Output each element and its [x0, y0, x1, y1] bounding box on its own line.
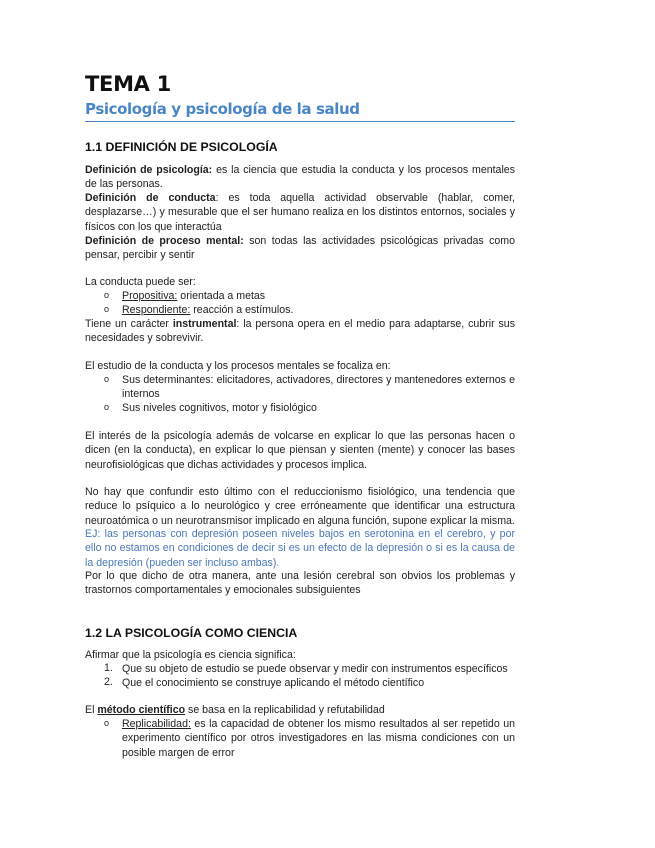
page-subtitle: Psicología y psicología de la salud: [85, 100, 515, 122]
term-respondiente: Respondiente:: [122, 304, 191, 316]
list-item-replicabilidad: [122, 717, 515, 760]
page-title: TEMA 1: [85, 72, 171, 96]
list-item-determinantes: Sus determinantes: elicitadores, activadores, directores y mantenedores externos e internos: [122, 374, 515, 401]
list-item-respondiente: [122, 303, 515, 317]
section-heading-ciencia: 1.2 LA PSICOLOGÍA COMO CIENCIA: [85, 626, 298, 640]
list-item-niveles: Sus niveles cognitivos, motor y fisiológico: [122, 402, 317, 414]
section-heading-definicion: 1.1 DEFINICIÓN DE PSICOLOGÍA: [85, 140, 278, 154]
list-number: 1.: [104, 662, 113, 674]
bullet-icon: o: [104, 304, 110, 314]
text-def-proceso: son todas las actividades psicológicas privadas como pensar, percibir y sentir: [85, 235, 515, 262]
term-replicabilidad: Replicabilidad:: [122, 718, 191, 730]
caracter-pre: Tiene un carácter: [85, 318, 173, 330]
ciencia-intro: Afirmar que la psicología es ciencia significa:: [85, 649, 296, 661]
desc-replicabilidad: es la capacidad de obtener los mismo resultados al ser repetido un experimento científico por otros investigadores en las misma condiciones con un posible margen de error: [122, 718, 515, 759]
bullet-icon: o: [104, 374, 110, 384]
list-number: 2.: [104, 676, 113, 688]
numbered-item-1: Que su objeto de estudio se puede observar y medir con instrumentos específicos: [122, 663, 508, 675]
term-instrumental: instrumental: [172, 318, 237, 330]
term-def-proceso: Definición de proceso mental:: [85, 235, 244, 247]
term-metodo-cientifico: método científico: [97, 704, 186, 716]
paragraph-ejemplo: EJ: las personas con depresión poseen niveles bajos en serotonina en el cerebro, y por ello no estamos en condiciones de decir si es un efecto de la depresión o si es la causa de la depresión (pueden ser incluso ambas).: [85, 528, 515, 569]
conducta-intro: La conducta puede ser:: [85, 276, 196, 288]
metodo-line: [85, 703, 385, 717]
bullet-icon: o: [104, 718, 110, 728]
paragraph-reduccionismo: No hay que confundir esto último con el reduccionismo fisiológico, una tendencia que reduce lo psíquico a lo neurológico y cree erróneamente que identificar una estructura neuroatómica o un neurotransmisor implicado en alguna función, supone explicar la misma.: [85, 486, 515, 527]
bullet-icon: o: [104, 402, 110, 412]
paragraph-lesion: Por lo que dicho de otra manera, ante una lesión cerebral son obvios los problemas y trastornos comportamentales y emocionales subsiguientes: [85, 570, 515, 597]
paragraph-def-proceso: [85, 234, 515, 263]
term-propositiva: Propositiva:: [122, 290, 178, 302]
metodo-post: se basa en la replicabilidad y refutabilidad: [185, 704, 385, 716]
list-item-propositiva: [122, 289, 515, 303]
desc-respondiente: reacción a estímulos.: [190, 304, 294, 316]
bullet-icon: o: [104, 290, 110, 300]
term-def-psicologia: Definición de psicología:: [85, 164, 213, 176]
numbered-item-2: Que el conocimiento se construye aplicando el método científico: [122, 677, 425, 689]
term-def-conducta: Definición de conducta: [85, 192, 216, 204]
paragraph-def-psicologia: [85, 163, 515, 192]
metodo-pre: El: [85, 704, 98, 716]
caracter-post: : la persona opera en el medio para adaptarse, cubrir sus necesidades y sobrevivir.: [85, 318, 515, 345]
paragraph-caracter: [85, 317, 515, 346]
paragraph-def-conducta: [85, 191, 515, 234]
text-def-psicologia: es la ciencia que estudia la conducta y los procesos mentales de las personas.: [85, 164, 515, 191]
estudio-intro: El estudio de la conducta y los procesos mentales se focaliza en:: [85, 360, 391, 372]
text-def-conducta: : es toda aquella actividad observable (hablar, comer, desplazarse…) y mesurable que el ser humano realiza en los distintos entornos, sociales y físicos con los que interactúa: [85, 192, 515, 233]
desc-propositiva: orientada a metas: [177, 290, 266, 302]
paragraph-interes: El interés de la psicología además de volcarse en explicar lo que las personas hacen o dicen (en la conducta), en explicar lo que piensan y sienten (mente) y conocer las bases neurofisiológicas que dichas actividades y procesos implica.: [85, 430, 515, 471]
